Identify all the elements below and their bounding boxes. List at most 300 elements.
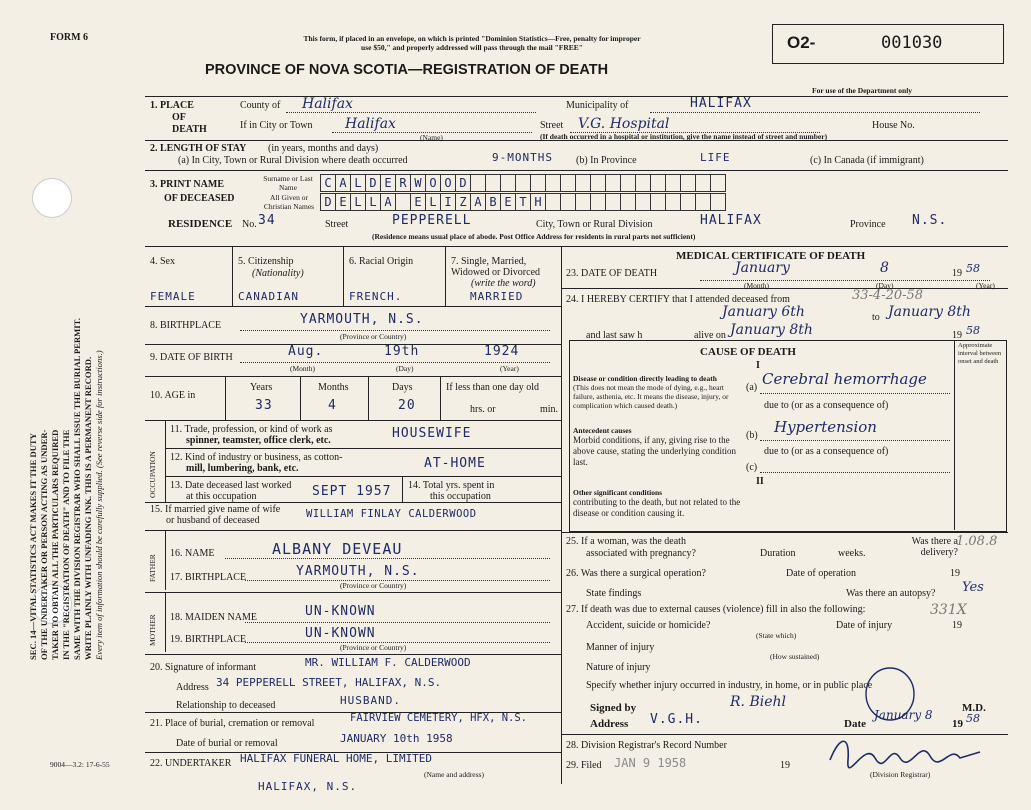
residence-no-label: No. [242,219,257,230]
s27-date-inj: Date of injury [836,620,893,631]
s1-label-of: OF [172,112,186,123]
surname-cell [561,175,576,191]
cod-part-i: I [756,360,760,371]
s22-value: HALIFAX FUNERAL HOME, LIMITED [240,752,433,765]
s24-year: 58 [966,324,980,337]
s16-value: ALBANY DEVEAU [272,540,403,558]
side-line-2: OF THE UNDERTAKER OR PERSON ACTING AS UNDER- [39,429,49,660]
signed-yr-prefix: 19 [952,718,963,730]
cod-disease-label: Disease or condition directly leading to death [573,374,717,383]
surname-cell: O [426,175,441,191]
s7-value: MARRIED [470,290,524,303]
s20-value: MR. WILLIAM F. CALDERWOOD [305,656,471,669]
given-name-cell: A [471,194,486,210]
given-name-cell: A [381,194,396,210]
municipality-value: HALIFAX [690,96,752,111]
s10-months: 4 [328,398,337,413]
surname-cell [576,175,591,191]
s5-divider [343,246,344,306]
s24-to-label: to [872,312,880,323]
given-name-cell: L [351,194,366,210]
given-name-cell [561,194,576,210]
s7-label [451,256,561,289]
s8-value: YARMOUTH, N.S. [300,312,424,327]
given-name-cell [696,194,711,210]
s25-sub: associated with pregnancy? [586,548,696,559]
s4-label: 4. Sex [150,256,175,267]
s8-label: 8. BIRTHPLACE [150,320,222,331]
s1-label-death: DEATH [172,124,207,135]
side-line-5: SAME WITH THE DIVISION REGISTRAR WHO SHALL ISSUE THE BURIAL PERMIT. [72,318,82,660]
cod-a: (a) [746,382,758,393]
s2c-label: (c) In Canada (if immigrant) [810,155,924,166]
hospital-note: (If death occurred in a hospital or institution, give the name instead of street and number) [540,132,828,141]
county-line [286,112,536,113]
cod-due-2: due to (or as a consequence of) [764,446,889,457]
s13-sub: at this occupation [186,491,257,502]
surname-cell [696,175,711,191]
s19-value: UN-KNOWN [305,626,376,641]
residence-street: PEPPERELL [392,213,472,228]
surname-cell [591,175,606,191]
cod-due-1: due to (or as a consequence of) [764,400,889,411]
s9-month: Aug. [288,344,324,359]
given-name-cell [546,194,561,210]
s9-day: 19th [384,344,420,359]
signed-value: R. Biehl [730,694,786,710]
s23-month-sub: (Month) [744,281,769,290]
residence-street-label: Street [325,219,349,230]
mail-notice-line-1: This form, if placed in an envelope, on which is printed "Dominion Statistics—Free, penalty for improper [303,34,641,43]
given-name-cell [711,194,726,210]
surname-cell [516,175,531,191]
s21-label: 21. Place of burial, cremation or removal [150,718,315,729]
rule-after-s10 [145,420,561,421]
surname-cell [666,175,681,191]
rule-after-s3 [145,246,1008,247]
rule-after-s14 [145,502,561,503]
s26-date-label: Date of operation [786,568,856,579]
residence-no: 34 [258,213,276,228]
s10-days: 20 [398,398,416,413]
s15-label [150,504,280,526]
margin-ratio: 1.08.8 [956,534,998,549]
cod-other-note: contributing to the death, but not related to the disease or condition causing it. [573,497,741,518]
s1-label-place: 1. PLACE [150,100,194,111]
surname-cell: W [411,175,426,191]
cod-c-line [760,472,950,473]
s2b-label: (b) In Province [576,155,637,166]
street-label: Street [540,120,564,131]
surname-cell [486,175,501,191]
s10-div-2 [300,376,301,420]
s21-date-label: Date of burial or removal [176,738,278,749]
rule-after-s17 [145,592,561,593]
s10-days-label: Days [392,382,413,393]
date-signature-loop [860,664,920,724]
center-divider [561,246,562,784]
surname-cell: O [441,175,456,191]
given-name-cell: E [501,194,516,210]
s27-nature: Nature of injury [586,662,651,673]
s22-label: 22. UNDERTAKER [150,758,232,769]
s5-label [238,256,304,280]
s10-min: min. [540,404,559,415]
county-label: County of [240,100,281,111]
cod-b-value: Hypertension [774,418,877,436]
s29-yr: 19 [780,760,790,771]
cod-interval-divider [954,340,955,530]
given-name-cell: E [411,194,426,210]
s23-yr-prefix: 19 [952,268,962,279]
given-name-cell: L [366,194,381,210]
s14-label-text: 14. Total yrs. spent in [408,480,495,491]
s24-alive-label: alive on [694,330,726,341]
s15-label-text: 15. If married give name of wife [150,504,281,515]
s3-label-1: 3. PRINT NAME [150,179,224,190]
cod-antecedent [573,426,745,468]
s11-sub: spinner, teamster, office clerk, etc. [186,435,331,446]
given-name-cell: B [486,194,501,210]
surname-cell [471,175,486,191]
father-bar [165,530,166,590]
mother-bar [165,592,166,652]
s10-years-label: Years [250,382,273,393]
surname-cells [320,174,726,192]
side-line-1: SEC. 14—VITAL STATISTICS ACT MAKES IT THE DUTY [28,433,38,660]
given-name-cell: T [516,194,531,210]
s23-label: 23. DATE OF DEATH [566,268,658,279]
cod-title: CAUSE OF DEATH [700,346,796,358]
record-number-box [772,24,1004,64]
s13-divider [402,476,403,502]
s27-specify: Specify whether injury occurred in industry, in home, or in public place [586,680,873,691]
s27-accident: Accident, suicide or homicide? [586,620,711,631]
s16-label: 16. NAME [170,548,215,559]
s12-sub: mill, lumbering, bank, etc. [186,463,299,474]
s19-sub: (Province or Country) [340,643,407,652]
registrar-signature [820,730,990,770]
s9-year: 1924 [484,344,520,359]
cod-interval-label: Approximate interval between onset and death [958,342,1002,365]
surname-cell: C [321,175,336,191]
dept-use-label: For use of the Department only [812,86,913,95]
form-code: 9004—3.2: 17-6-55 [50,760,110,769]
s14-sub: this occupation [430,491,491,502]
rule-after-s9 [145,376,561,377]
surname-cell [621,175,636,191]
s6-divider [445,246,446,306]
form-number: FORM 6 [50,32,89,43]
residence-city: HALIFAX [700,213,762,228]
given-name-cell [681,194,696,210]
s4-divider [232,246,233,306]
s20-address: 34 PEPPERELL STREET, HALIFAX, N.S. [216,676,442,689]
s24-from: January 6th [722,304,805,320]
s2a-label: (a) In City, Town or Rural Division where death occurred [178,155,408,166]
occupation-bar [165,420,166,502]
municipality-label: Municipality of [566,100,629,111]
s20-address-label: Address [176,682,209,693]
given-name-cell [576,194,591,210]
signed-address: V.G.H. [650,712,703,727]
s9-label: 9. DATE OF BIRTH [150,352,233,363]
signed-md: M.D. [962,702,986,714]
given-name-cell: H [531,194,546,210]
s5-sub: (Nationality) [252,268,304,279]
rule-after-s23 [561,288,1008,289]
s26-yr: 19 [950,568,960,579]
margin-stamp: 33-4-20-58 [852,288,924,303]
s7-sub: (write the word) [471,278,536,289]
s24-label: 24. I HEREBY CERTIFY that I attended deceased from [566,294,790,305]
surname-cell: A [336,175,351,191]
given-name-cell: Z [456,194,471,210]
s16-line [225,558,550,559]
surname-cell: D [456,175,471,191]
s29-stamp: JAN 9 1958 [614,756,687,770]
surname-cell [531,175,546,191]
s29-registrar: (Division Registrar) [870,770,931,779]
surname-label: Surname or Last Name [263,174,313,192]
s10-years: 33 [255,398,273,413]
mail-notice-line-2: use $50," and properly addressed will pass through the mail "FREE" [361,43,583,52]
rule-after-s7 [145,306,561,307]
surname-cell: R [396,175,411,191]
s11-value: HOUSEWIFE [392,426,472,441]
s18-label: 18. MAIDEN NAME [170,612,257,623]
s27-how: (How sustained) [770,652,820,661]
s13-label [170,480,291,502]
mother-side-label: MOTHER [148,614,157,646]
cod-antecedent-note: Morbid conditions, if any, giving rise to the above cause, stating the underlying condition last. [573,435,736,467]
s5-label-text: 5. Citizenship [238,256,294,267]
rule-before-s25 [561,532,1008,533]
s23-year-sub: (Year) [976,281,995,290]
residence-note: (Residence means usual place of abode. Post Office Address for residents in rural parts not sufficient) [372,232,696,241]
margin-num: 331X [930,602,967,618]
s10-months-label: Months [318,382,349,393]
s12-value: AT-HOME [424,456,486,471]
given-name-cell [666,194,681,210]
s7-label-text: 7. Single, Married, Widowed or Divorced [451,256,541,278]
signed-date: January 8 [874,708,933,722]
s26-autopsy-value: Yes [962,580,984,595]
s11-label-text: 11. Trade, profession, or kind of work as [170,424,333,435]
given-name-cell: I [441,194,456,210]
cod-part-ii: II [756,476,764,487]
surname-cell [606,175,621,191]
s14-label [408,480,494,502]
s4-value: FEMALE [150,290,196,303]
s8-line [240,330,550,331]
s20-relationship: HUSBAND. [340,694,401,707]
cod-disease-note: (This does not mean the mode of dying, e.g., heart failure, asthenia, etc. It means the disease, injury, or complication which caused death.) [573,383,729,410]
s10-div-3 [368,376,369,420]
surname-cell [546,175,561,191]
signed-label: Signed by [590,702,637,714]
s13-value: SEPT 1957 [312,484,392,499]
given-name-cell [396,194,411,210]
s17-value: YARMOUTH, N.S. [296,564,420,579]
s6-value: FRENCH. [349,290,403,303]
given-name-cell [606,194,621,210]
surname-cell [636,175,651,191]
s2a-value: 9-MONTHS [492,151,553,164]
given-name-cells [320,193,726,211]
municipality-line [650,112,980,113]
given-name-cell [651,194,666,210]
s26-autopsy: Was there an autopsy? [846,588,936,599]
side-line-6: WRITE PLAINLY WITH UNFADING INK. THIS IS A PERMANENT RECORD. [83,356,93,660]
s18-line [245,622,550,623]
side-line-4: IN THE "REGISTRATION OF DEATH" AND TO FILE THE [61,429,71,660]
s6-label: 6. Racial Origin [349,256,414,267]
s21-date: JANUARY 10th 1958 [340,732,453,745]
s29-label: 29. Filed [566,760,602,771]
s15-sub: or husband of deceased [166,515,260,526]
s15-value: WILLIAM FINLAY CALDERWOOD [306,508,477,520]
surname-cell [651,175,666,191]
rule-after-s12 [165,476,561,477]
s3-label [150,178,234,206]
s2-note: (in years, months and days) [268,143,379,154]
s10-lt-label: If less than one day old [446,382,540,393]
s10-div-1 [225,376,226,420]
s23-month: January [735,260,790,276]
s28-label: 28. Division Registrar's Record Number [566,740,727,751]
s20-relationship-label: Relationship to deceased [176,700,276,711]
s19-label: 19. BIRTHPLACE [170,634,247,645]
s10-hrs: hrs. or [470,404,496,415]
residence-province: N.S. [912,213,948,228]
surname-cell [501,175,516,191]
residence-city-label: City, Town or Rural Division [536,219,653,230]
given-name-cell [591,194,606,210]
s17-sub: (Province or Country) [340,581,407,590]
s20-label: 20. Signature of informant [150,662,257,673]
cod-other [573,488,753,519]
given-name-cell: L [426,194,441,210]
s3-label-2: OF DECEASED [164,193,235,204]
side-instructions [28,140,105,660]
s10-label: 10. AGE in [150,390,196,401]
surname-cell: E [381,175,396,191]
city-label: If in City or Town [240,120,313,131]
s2-label: 2. LENGTH OF STAY [150,143,247,154]
cod-antecedent-label: Antecedent causes [573,426,632,435]
surname-cell [711,175,726,191]
given-label: All Given or Christian Names [263,193,315,211]
s11-label [170,424,332,446]
surname-cell [681,175,696,191]
s12-label-text: 12. Kind of industry or business, as cotton- [170,452,343,463]
s22-address: HALIFAX, N.S. [258,780,358,793]
s27-label: 27. If death was due to external causes (violence) fill in also the following: [566,604,866,615]
mail-notice [212,34,732,52]
s24-yr-prefix: 19 [952,330,962,341]
s8-sub: (Province or Country) [340,332,407,341]
s1-label [150,100,207,136]
county-value: Halifax [302,96,353,112]
top-rule [145,96,1008,97]
cod-c: (c) [746,462,758,473]
given-name-cell [621,194,636,210]
s13-label-text: 13. Date deceased last worked [170,480,292,491]
s2b-value: LIFE [700,151,731,164]
street-value: V.G. Hospital [578,116,670,132]
page-title: PROVINCE OF NOVA SCOTIA—REGISTRATION OF DEATH [205,62,609,78]
s27-state-which: (State which) [756,631,797,640]
cod-b-line [760,440,950,441]
cod-disease [573,374,743,410]
father-side-label: FATHER [148,554,157,582]
record-prefix: O2- [787,33,816,52]
city-value: Halifax [345,116,396,132]
s22-sub: (Name and address) [424,770,484,779]
house-label: House No. [872,120,915,131]
s24-alive: January 8th [730,322,813,338]
residence-province-label: Province [850,219,886,230]
s25-weeks: weeks. [838,548,866,559]
s21-value: FAIRVIEW CEMETERY, HFX, N.S. [350,712,528,724]
rule-after-s11 [165,448,561,449]
s25-label: 25. If a woman, was the death [566,536,686,547]
med-title: MEDICAL CERTIFICATE OF DEATH [676,250,866,262]
s5-value: CANADIAN [238,290,299,303]
given-name-cell: D [321,194,336,210]
s10-div-4 [440,376,441,420]
city-name-hint: (Name) [420,133,443,142]
signed-date-label: Date [844,718,866,730]
s9-year-sub: (Year) [500,364,519,373]
s27-manner: Manner of injury [586,642,655,653]
given-name-cell [636,194,651,210]
rule-after-s2 [145,170,1008,171]
side-line-3: TAKER TO OBTAIN ALL THE PARTICULARS REQUIRED [50,429,60,660]
surname-cell: D [366,175,381,191]
cod-a-line [760,393,950,394]
s24-last-label: and last saw h [586,330,643,341]
s23-day-sub: (Day) [876,281,894,290]
s9-line [240,362,550,363]
s27-yr: 19 [952,620,962,631]
surname-cell: L [351,175,366,191]
cod-other-label: Other significant conditions [573,488,663,497]
s17-label: 17. BIRTHPLACE [170,572,247,583]
s26-state: State findings [586,588,642,599]
signed-address-label: Address [590,718,629,730]
s18-value: UN-KNOWN [305,604,376,619]
s9-month-sub: (Month) [290,364,315,373]
given-name-cell: E [336,194,351,210]
side-line-7: Every item of information should be carefully supplied. (See reverse side for instructions.) [94,350,104,660]
cod-a-value: Cerebral hemorrhage [762,370,927,388]
s26-label: 26. Was there a surgical operation? [566,568,706,579]
record-serial: 001030 [881,33,943,53]
cod-b: (b) [746,430,758,441]
rule-after-s15 [145,530,561,531]
s23-day: 8 [880,260,889,276]
occupation-side-label: OCCUPATION [148,451,157,498]
s9-day-sub: (Day) [396,364,414,373]
s12-label [170,452,343,474]
residence-label: RESIDENCE [168,218,233,230]
rule-after-s19 [145,654,561,655]
s25-duration: Duration [760,548,796,559]
s23-year: 58 [966,262,980,275]
signed-yr: 58 [966,712,980,725]
